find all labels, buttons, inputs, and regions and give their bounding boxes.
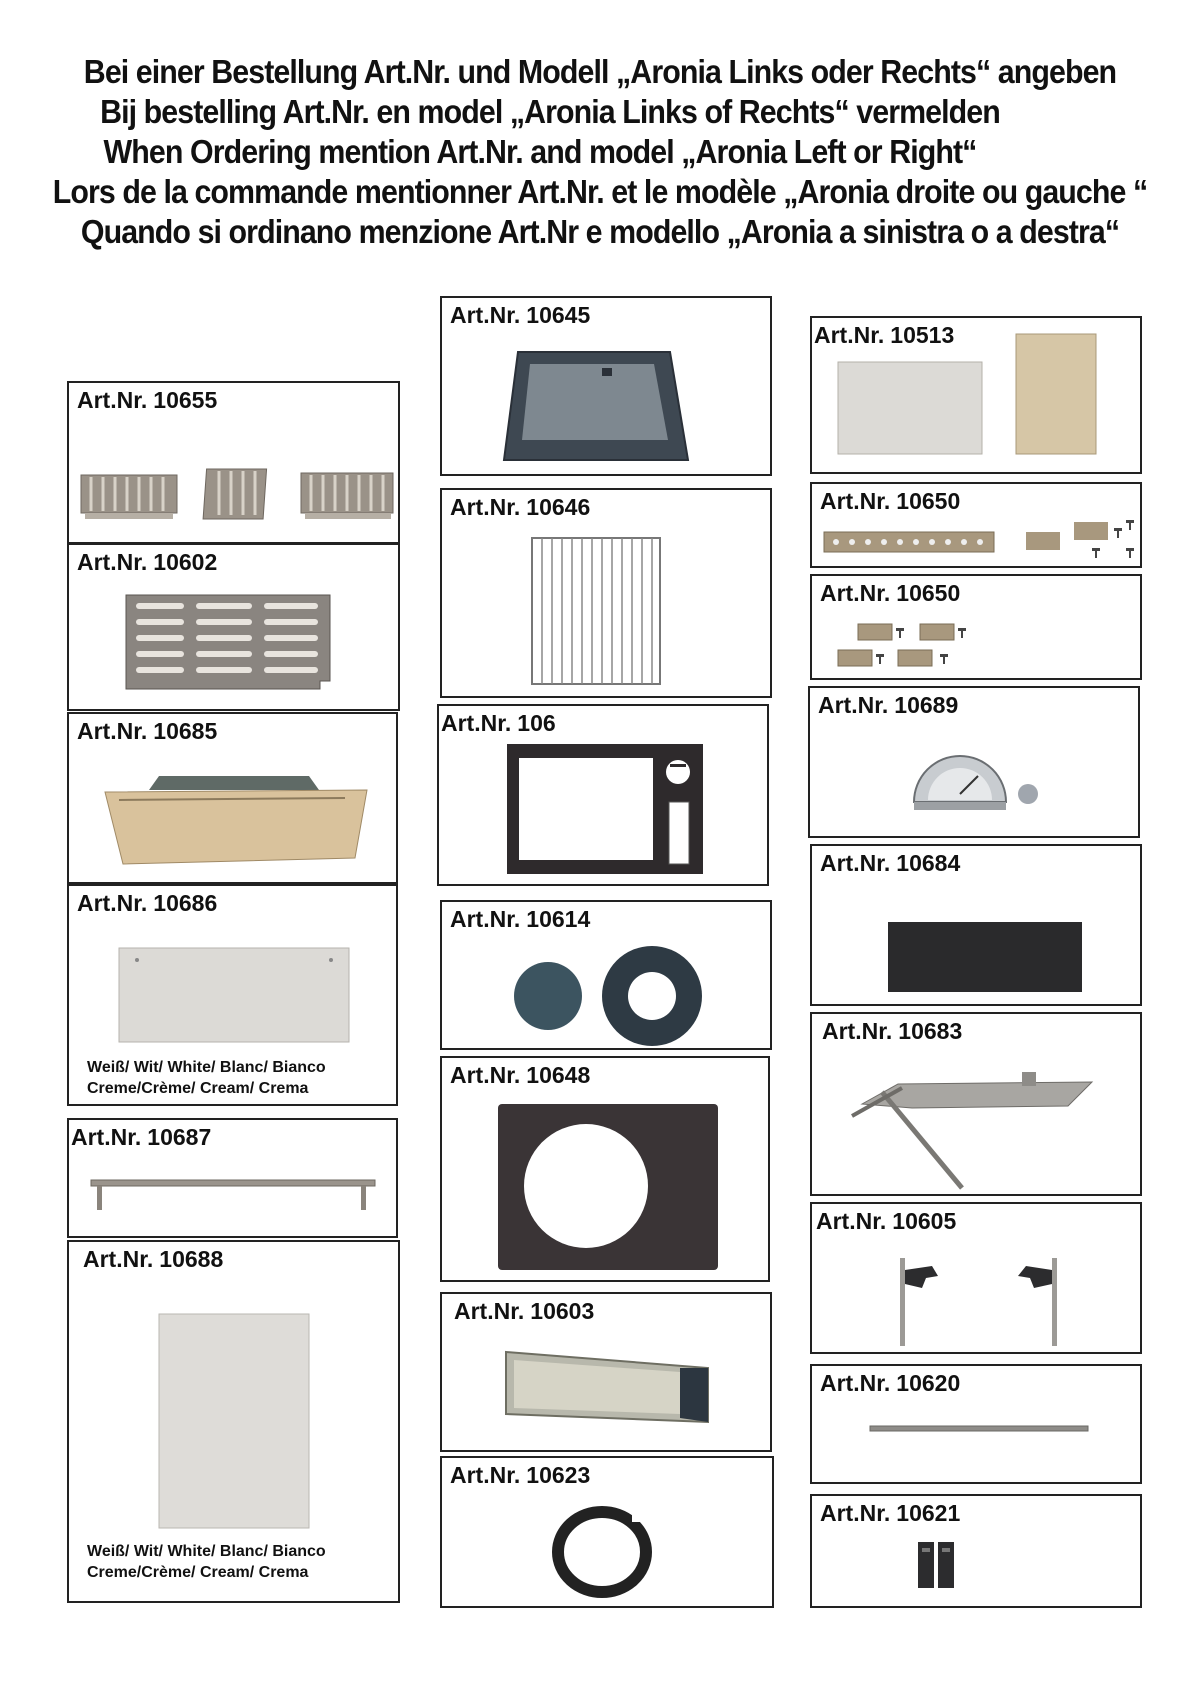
part-number: 10621 xyxy=(896,1500,961,1526)
ash-drawer-image xyxy=(105,766,370,866)
part-label xyxy=(820,1500,960,1527)
part-number: 10602 xyxy=(153,549,218,575)
part-card-10614 xyxy=(440,900,772,1050)
firebrick-plates-image xyxy=(836,332,1112,456)
instruction-nl: Bij bestelling Art.Nr. en model „Aronia Links of Rechts“ vermelden xyxy=(100,93,1000,130)
part-label xyxy=(820,1370,960,1397)
hinges-image xyxy=(892,1254,1072,1350)
part-label xyxy=(454,1298,594,1325)
part-number: 10623 xyxy=(526,1462,591,1488)
part-number: 10648 xyxy=(526,1062,591,1088)
clips-image xyxy=(916,1540,960,1592)
part-label xyxy=(822,1018,962,1045)
part-label xyxy=(820,580,960,607)
part-card-10688 xyxy=(67,1240,400,1603)
art-nr-prefix: Art.Nr. xyxy=(77,718,148,744)
colour-options-line2: Creme/Crème/ Cream/ Crema xyxy=(87,1080,309,1097)
art-nr-prefix: Art.Nr. xyxy=(77,890,148,916)
art-nr-prefix: Art.Nr. xyxy=(820,1500,891,1526)
part-label xyxy=(441,710,556,737)
art-nr-prefix: Art.Nr. xyxy=(818,692,889,718)
art-nr-prefix: Art.Nr. xyxy=(441,710,512,736)
part-number: 10645 xyxy=(526,302,591,328)
art-nr-prefix: Art.Nr. xyxy=(83,1246,154,1272)
art-nr-prefix: Art.Nr. xyxy=(820,1370,891,1396)
art-nr-prefix: Art.Nr. xyxy=(814,322,885,348)
art-nr-prefix: Art.Nr. xyxy=(450,1462,521,1488)
part-number: 10646 xyxy=(526,494,591,520)
colour-options-line2: Creme/Crème/ Cream/ Crema xyxy=(87,1564,309,1581)
wire-rack-image xyxy=(530,534,664,690)
part-number: 10650 xyxy=(896,580,961,606)
instruction-en: When Ordering mention Art.Nr. and model „Aronia Left or Right“ xyxy=(103,133,977,170)
thin-rod-image xyxy=(868,1422,1090,1438)
part-number: 10603 xyxy=(530,1298,595,1324)
art-nr-prefix: Art.Nr. xyxy=(816,1208,887,1234)
side-panel-image xyxy=(117,946,353,1046)
part-number: 10685 xyxy=(153,718,218,744)
part-card-10605 xyxy=(810,1202,1142,1354)
brackets-image xyxy=(836,622,996,678)
part-label xyxy=(77,387,217,414)
glass-panel-image xyxy=(504,1350,712,1430)
art-nr-prefix: Art.Nr. xyxy=(820,580,891,606)
part-card-10650-b xyxy=(810,574,1142,680)
part-label xyxy=(820,488,960,515)
instruction-it: Quando si ordinano menzione Art.Nr e modello „Aronia a sinistra o a destra“ xyxy=(80,213,1120,250)
grate-image xyxy=(124,593,334,691)
part-card-10621 xyxy=(810,1494,1142,1608)
art-nr-prefix: Art.Nr. xyxy=(820,488,891,514)
part-number: 10614 xyxy=(526,906,591,932)
part-number: 10605 xyxy=(892,1208,957,1234)
part-card-10686 xyxy=(67,884,398,1106)
instruction-de: Bei einer Bestellung Art.Nr. und Modell „Aronia Links oder Rechts“ angeben xyxy=(83,53,1117,90)
part-number: 10655 xyxy=(153,387,218,413)
dark-plate-image xyxy=(886,920,1086,996)
part-card-10602 xyxy=(67,543,400,711)
front-frame-image xyxy=(505,742,705,876)
part-label xyxy=(450,302,590,329)
part-label xyxy=(450,494,590,521)
part-card-10655 xyxy=(67,381,400,544)
part-card-10513 xyxy=(810,316,1142,474)
part-card-10645 xyxy=(440,296,772,476)
art-nr-prefix: Art.Nr. xyxy=(822,1018,893,1044)
part-card-10620 xyxy=(810,1364,1142,1484)
part-card-106 xyxy=(437,704,769,886)
air-valve-image xyxy=(910,736,1050,832)
part-number: 10689 xyxy=(894,692,959,718)
part-card-10648 xyxy=(440,1056,770,1282)
part-card-10685 xyxy=(67,712,398,884)
part-number: 10513 xyxy=(890,322,955,348)
part-number: 10620 xyxy=(896,1370,961,1396)
ash-fins-image xyxy=(79,463,379,533)
part-number: 10684 xyxy=(896,850,961,876)
part-number: 10687 xyxy=(147,1124,212,1150)
part-label xyxy=(818,692,958,719)
cap-and-ring-image xyxy=(512,942,712,1052)
part-label xyxy=(77,890,217,917)
order-instructions xyxy=(0,52,1200,252)
art-nr-prefix: Art.Nr. xyxy=(450,906,521,932)
part-card-10687 xyxy=(67,1118,398,1238)
part-number: 106 xyxy=(517,710,556,736)
part-label xyxy=(83,1246,223,1273)
part-card-10650-a xyxy=(810,482,1142,568)
part-label xyxy=(71,1124,211,1151)
art-nr-prefix: Art.Nr. xyxy=(77,387,148,413)
part-number: 10650 xyxy=(896,488,961,514)
part-number: 10686 xyxy=(153,890,218,916)
part-card-10689 xyxy=(808,686,1140,838)
part-label xyxy=(450,1462,590,1489)
art-nr-prefix: Art.Nr. xyxy=(77,549,148,575)
part-label xyxy=(77,718,217,745)
flue-ring-image xyxy=(552,1504,652,1600)
door-panel-image xyxy=(157,1312,312,1532)
part-number: 10683 xyxy=(898,1018,963,1044)
lever-mechanism-image xyxy=(842,1064,1102,1194)
colour-options-line1: Weiß/ Wit/ White/ Blanc/ Bianco xyxy=(87,1543,326,1560)
hotplate-cover-image xyxy=(496,1102,720,1274)
part-label xyxy=(820,850,960,877)
part-label xyxy=(450,906,590,933)
instruction-fr: Lors de la commande mentionner Art.Nr. et le modèle „Aronia droite ou gauche “ xyxy=(52,173,1148,210)
part-label xyxy=(816,1208,956,1235)
art-nr-prefix: Art.Nr. xyxy=(71,1124,142,1150)
art-nr-prefix: Art.Nr. xyxy=(450,302,521,328)
part-number: 10688 xyxy=(159,1246,224,1272)
rod-image xyxy=(89,1172,379,1216)
part-card-10684 xyxy=(810,844,1142,1006)
mounting-strips-image xyxy=(822,518,1138,564)
art-nr-prefix: Art.Nr. xyxy=(820,850,891,876)
part-label xyxy=(77,549,217,576)
colour-options-line1: Weiß/ Wit/ White/ Blanc/ Bianco xyxy=(87,1059,326,1076)
part-card-10646 xyxy=(440,488,772,698)
art-nr-prefix: Art.Nr. xyxy=(454,1298,525,1324)
art-nr-prefix: Art.Nr. xyxy=(450,494,521,520)
part-card-10603 xyxy=(440,1292,772,1452)
part-card-10623 xyxy=(440,1456,774,1608)
art-nr-prefix: Art.Nr. xyxy=(450,1062,521,1088)
ash-pan-image xyxy=(504,350,690,466)
part-card-10683 xyxy=(810,1012,1142,1196)
part-label xyxy=(450,1062,590,1089)
